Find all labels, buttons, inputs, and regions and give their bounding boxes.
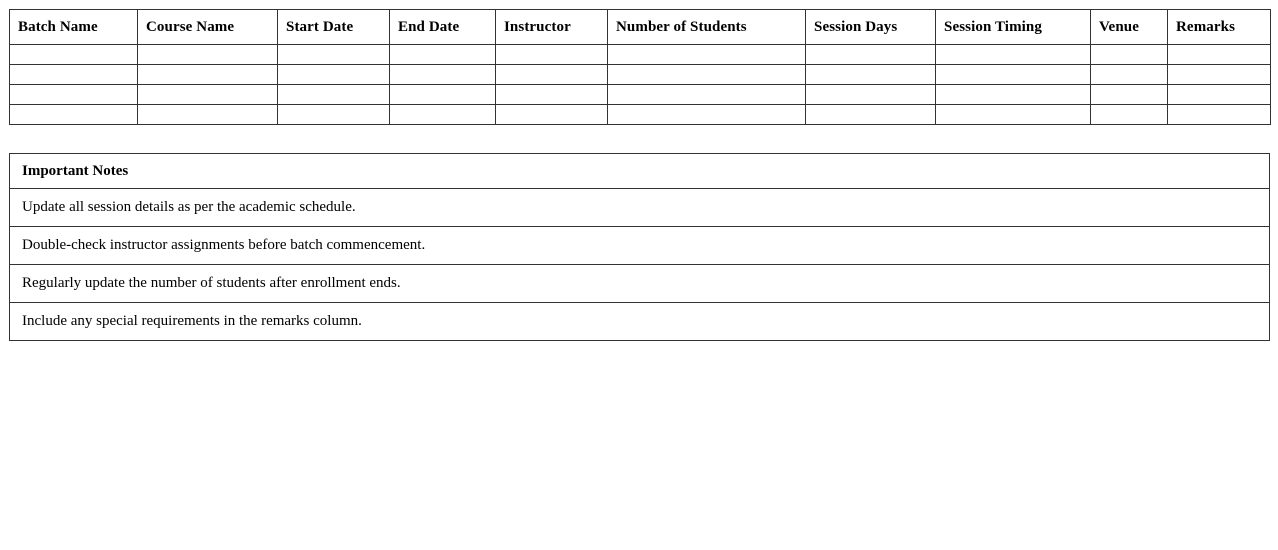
table-cell[interactable] (936, 105, 1091, 125)
column-header-remarks: Remarks (1168, 10, 1271, 45)
column-header-start-date: Start Date (278, 10, 390, 45)
note-item: Include any special requirements in the remarks column. (10, 303, 1270, 341)
table-cell[interactable] (278, 45, 390, 65)
note-row (10, 189, 1270, 227)
table-cell[interactable] (806, 85, 936, 105)
note-row (10, 303, 1270, 341)
notes-table-header (10, 154, 1270, 189)
table-cell[interactable] (936, 45, 1091, 65)
table-cell[interactable] (608, 65, 806, 85)
table-cell[interactable] (806, 65, 936, 85)
table-cell[interactable] (496, 45, 608, 65)
table-cell[interactable] (496, 105, 608, 125)
column-header-end-date: End Date (390, 10, 496, 45)
important-notes-table (9, 153, 1270, 341)
table-cell[interactable] (936, 65, 1091, 85)
table-cell[interactable] (390, 65, 496, 85)
table-cell[interactable] (10, 45, 138, 65)
column-header-number-of-students: Number of Students (608, 10, 806, 45)
table-cell[interactable] (1091, 85, 1168, 105)
table-cell[interactable] (138, 45, 278, 65)
table-cell[interactable] (1168, 65, 1271, 85)
notes-heading-row (10, 154, 1270, 189)
batch-table-container (9, 9, 1270, 125)
table-cell[interactable] (10, 85, 138, 105)
table-cell[interactable] (138, 65, 278, 85)
table-cell[interactable] (1091, 65, 1168, 85)
batch-table-body (10, 45, 1271, 125)
table-cell[interactable] (1168, 85, 1271, 105)
table-row (10, 65, 1271, 85)
column-header-batch-name: Batch Name (10, 10, 138, 45)
note-item: Update all session details as per the academic schedule. (10, 189, 1270, 227)
column-header-course-name: Course Name (138, 10, 278, 45)
table-cell[interactable] (1091, 45, 1168, 65)
note-item: Double-check instructor assignments before batch commencement. (10, 227, 1270, 265)
table-row (10, 45, 1271, 65)
column-header-instructor: Instructor (496, 10, 608, 45)
table-cell[interactable] (496, 65, 608, 85)
column-header-session-days: Session Days (806, 10, 936, 45)
table-cell[interactable] (806, 45, 936, 65)
table-cell[interactable] (608, 45, 806, 65)
table-cell[interactable] (1168, 105, 1271, 125)
batch-table-header (10, 10, 1271, 45)
notes-table-body (10, 189, 1270, 341)
table-cell[interactable] (138, 105, 278, 125)
table-cell[interactable] (278, 105, 390, 125)
table-cell[interactable] (1091, 105, 1168, 125)
column-header-session-timing: Session Timing (936, 10, 1091, 45)
table-cell[interactable] (936, 85, 1091, 105)
batch-schedule-table (9, 9, 1271, 125)
note-item: Regularly update the number of students after enrollment ends. (10, 265, 1270, 303)
table-cell[interactable] (390, 105, 496, 125)
note-row (10, 227, 1270, 265)
table-cell[interactable] (138, 85, 278, 105)
table-cell[interactable] (10, 65, 138, 85)
table-cell[interactable] (1168, 45, 1271, 65)
table-cell[interactable] (10, 105, 138, 125)
table-cell[interactable] (496, 85, 608, 105)
table-cell[interactable] (278, 65, 390, 85)
table-row (10, 85, 1271, 105)
notes-table-container (9, 153, 1270, 341)
table-cell[interactable] (608, 105, 806, 125)
table-cell[interactable] (390, 85, 496, 105)
table-cell[interactable] (608, 85, 806, 105)
column-header-venue: Venue (1091, 10, 1168, 45)
table-cell[interactable] (390, 45, 496, 65)
table-row (10, 105, 1271, 125)
table-cell[interactable] (278, 85, 390, 105)
note-row (10, 265, 1270, 303)
table-cell[interactable] (806, 105, 936, 125)
batch-header-row (10, 10, 1271, 45)
notes-heading-cell: Important Notes (10, 154, 1270, 189)
